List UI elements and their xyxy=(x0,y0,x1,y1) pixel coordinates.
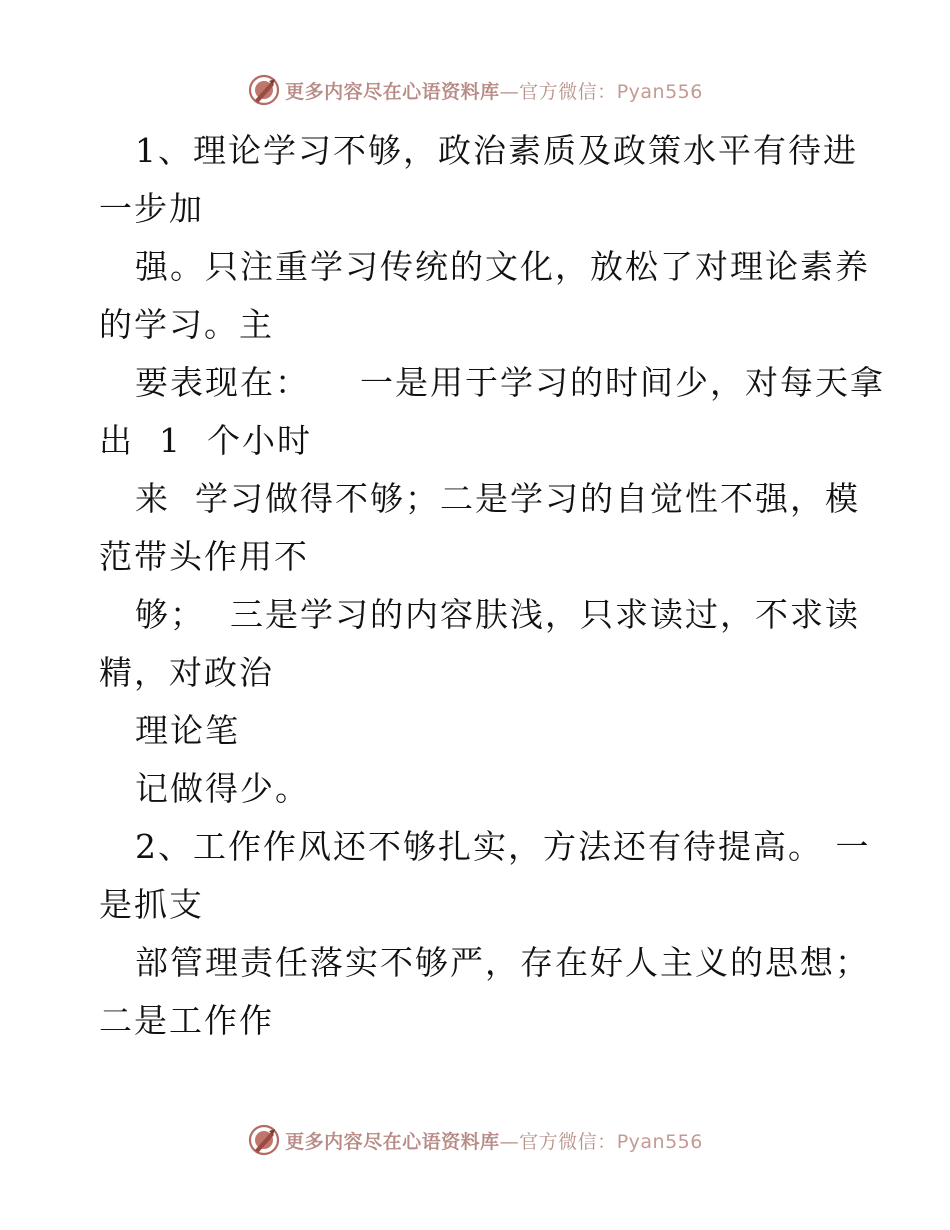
body-line: 精，对政治 xyxy=(99,653,274,692)
body-line: 范带头作用不 xyxy=(99,537,309,576)
watermark-wechat-id: Pyan556 xyxy=(616,1130,703,1153)
header-watermark xyxy=(0,70,950,110)
watermark-wechat-label: 官方微信： xyxy=(519,80,617,103)
body-line: 强。只注重学习传统的文化，放松了对理论素养 xyxy=(135,247,870,286)
watermark-site-text: 更多内容尽在心语资料库 xyxy=(285,1130,500,1153)
body-line: 要表现在： 一是用于学习的时间少，对每天拿 xyxy=(135,363,885,402)
body-line: 是抓支 xyxy=(99,885,204,924)
watermark-separator: — xyxy=(499,80,520,103)
pen-logo-icon xyxy=(247,73,281,107)
footer-watermark xyxy=(0,1120,950,1160)
body-line: 出 1 个小时 xyxy=(99,421,312,460)
watermark-separator: — xyxy=(499,1130,520,1153)
body-line: 理论笔 xyxy=(135,711,240,750)
body-line: 部管理责任落实不够严，存在好人主义的思想； xyxy=(135,943,870,982)
body-line: 一步加 xyxy=(99,189,204,228)
document-body xyxy=(99,122,885,1050)
body-line: 二是工作作 xyxy=(99,1001,274,1040)
pen-logo-icon xyxy=(247,1123,281,1157)
watermark-wechat-label: 官方微信： xyxy=(519,1130,617,1153)
body-line: 1、理论学习不够，政治素质及政策水平有待进 xyxy=(135,131,858,170)
body-line: 够； 三是学习的内容肤浅，只求读过，不求读 xyxy=(135,595,860,634)
body-line: 2、工作作风还不够扎实，方法还有待提高。 一 xyxy=(135,827,871,866)
body-line: 来 学习做得不够；二是学习的自觉性不强，模 xyxy=(135,479,860,518)
body-line: 的学习。主 xyxy=(99,305,274,344)
body-line: 记做得少。 xyxy=(135,769,310,808)
watermark-site-text: 更多内容尽在心语资料库 xyxy=(285,80,500,103)
watermark-wechat-id: Pyan556 xyxy=(616,80,703,103)
